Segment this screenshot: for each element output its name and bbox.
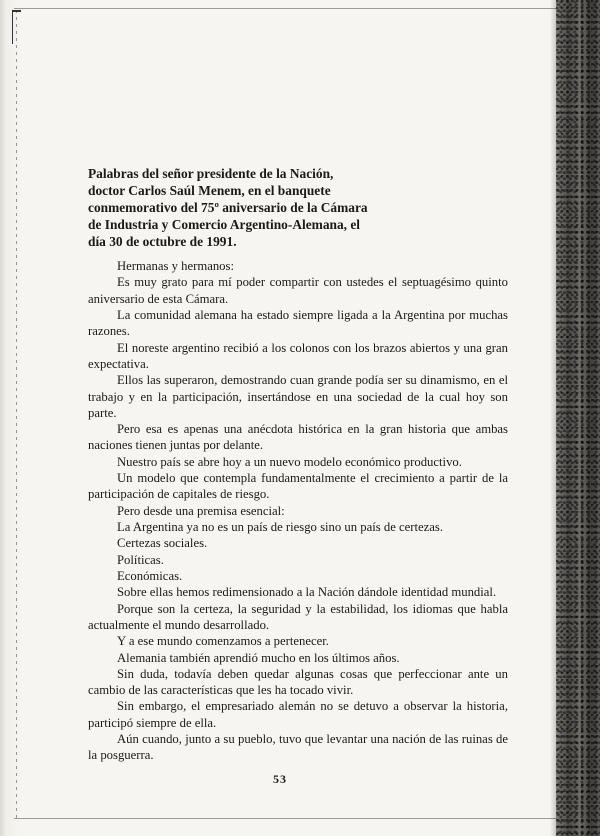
speech-title-line: Palabras del señor presidente de la Nación,	[88, 166, 334, 181]
paragraph: La comunidad alemana ha estado siempre ligada a la Argentina por muchas razones.	[88, 307, 508, 339]
binding-edge-line	[16, 10, 17, 820]
paragraph: Sin embargo, el empresariado alemán no se detuvo a observar la historia, participó siempre de ella.	[88, 699, 508, 730]
paragraph: El noreste argentino recibió a los colonos con los brazos abiertos y una gran expectativa.	[88, 340, 508, 371]
paragraph: La Argentina ya no es un país de riesgo sino un país de certezas.	[117, 520, 444, 534]
paragraph: Un modelo que contempla fundamentalmente el crecimiento a partir de la participación de capitales de riesgo.	[88, 471, 508, 502]
crop-corner-mark	[12, 10, 21, 44]
paragraph: Pero desde una premisa esencial:	[117, 503, 285, 518]
paragraph: Sin duda, todavía deben quedar algunas cosas que perfeccionar ante un cambio de las características que les ha tocado vivir.	[88, 666, 508, 698]
paragraph: Certezas sociales.	[117, 536, 208, 551]
paragraph: Pero esa es apenas una anécdota histórica en la gran historia que ambas naciones tienen juntas por delante.	[88, 422, 508, 453]
paragraph: Nuestro país se abre hoy a un nuevo modelo económico productivo.	[117, 454, 462, 469]
speech-title	[88, 165, 518, 250]
paragraph: Políticas.	[117, 552, 164, 567]
page-bottom-edge	[14, 818, 559, 819]
paragraph: Sobre ellas hemos redimensionado a la Nación dándole identidad mundial.	[117, 585, 497, 600]
speech-title-line: doctor Carlos Saúl Menem, en el banquete	[88, 183, 331, 199]
speech-body	[88, 258, 508, 764]
speech-title-line: de Industria y Comercio Argentino-Alemana, el	[88, 217, 361, 233]
page-left-margin-shadow	[0, 0, 22, 836]
scanner-background-edge	[556, 0, 600, 836]
paragraph: Aún cuando, junto a su pueblo, tuvo que levantar una nación de las ruinas de la posguerra.	[88, 732, 508, 763]
page-top-edge	[14, 8, 559, 9]
page-number: 53	[273, 772, 287, 786]
paragraph: Y a ese mundo comenzamos a pertenecer.	[117, 634, 329, 649]
speech-title-line: día 30 de octubre de 1991.	[88, 234, 237, 250]
speech-title-line: conmemorativo del 75º aniversario de la Cámara	[88, 200, 368, 216]
paragraph: Ellos las superaron, demostrando cuan grande podía ser su dinamismo, en el trabajo y en la participación, insertándose en una sociedad de la cual hoy son parte.	[88, 373, 508, 420]
paragraph: Porque son la certeza, la seguridad y la estabilidad, los idiomas que habla actualmente el mundo desarrollado.	[88, 601, 508, 632]
paragraph: Alemania también aprendió mucho en los últimos años.	[117, 650, 400, 665]
paragraph: Es muy grato para mí poder compartir con ustedes el septuagésimo quinto aniversario de esta Cámara.	[88, 275, 508, 306]
paragraph: Económicas.	[117, 568, 183, 583]
paragraph: Hermanas y hermanos:	[117, 259, 234, 273]
